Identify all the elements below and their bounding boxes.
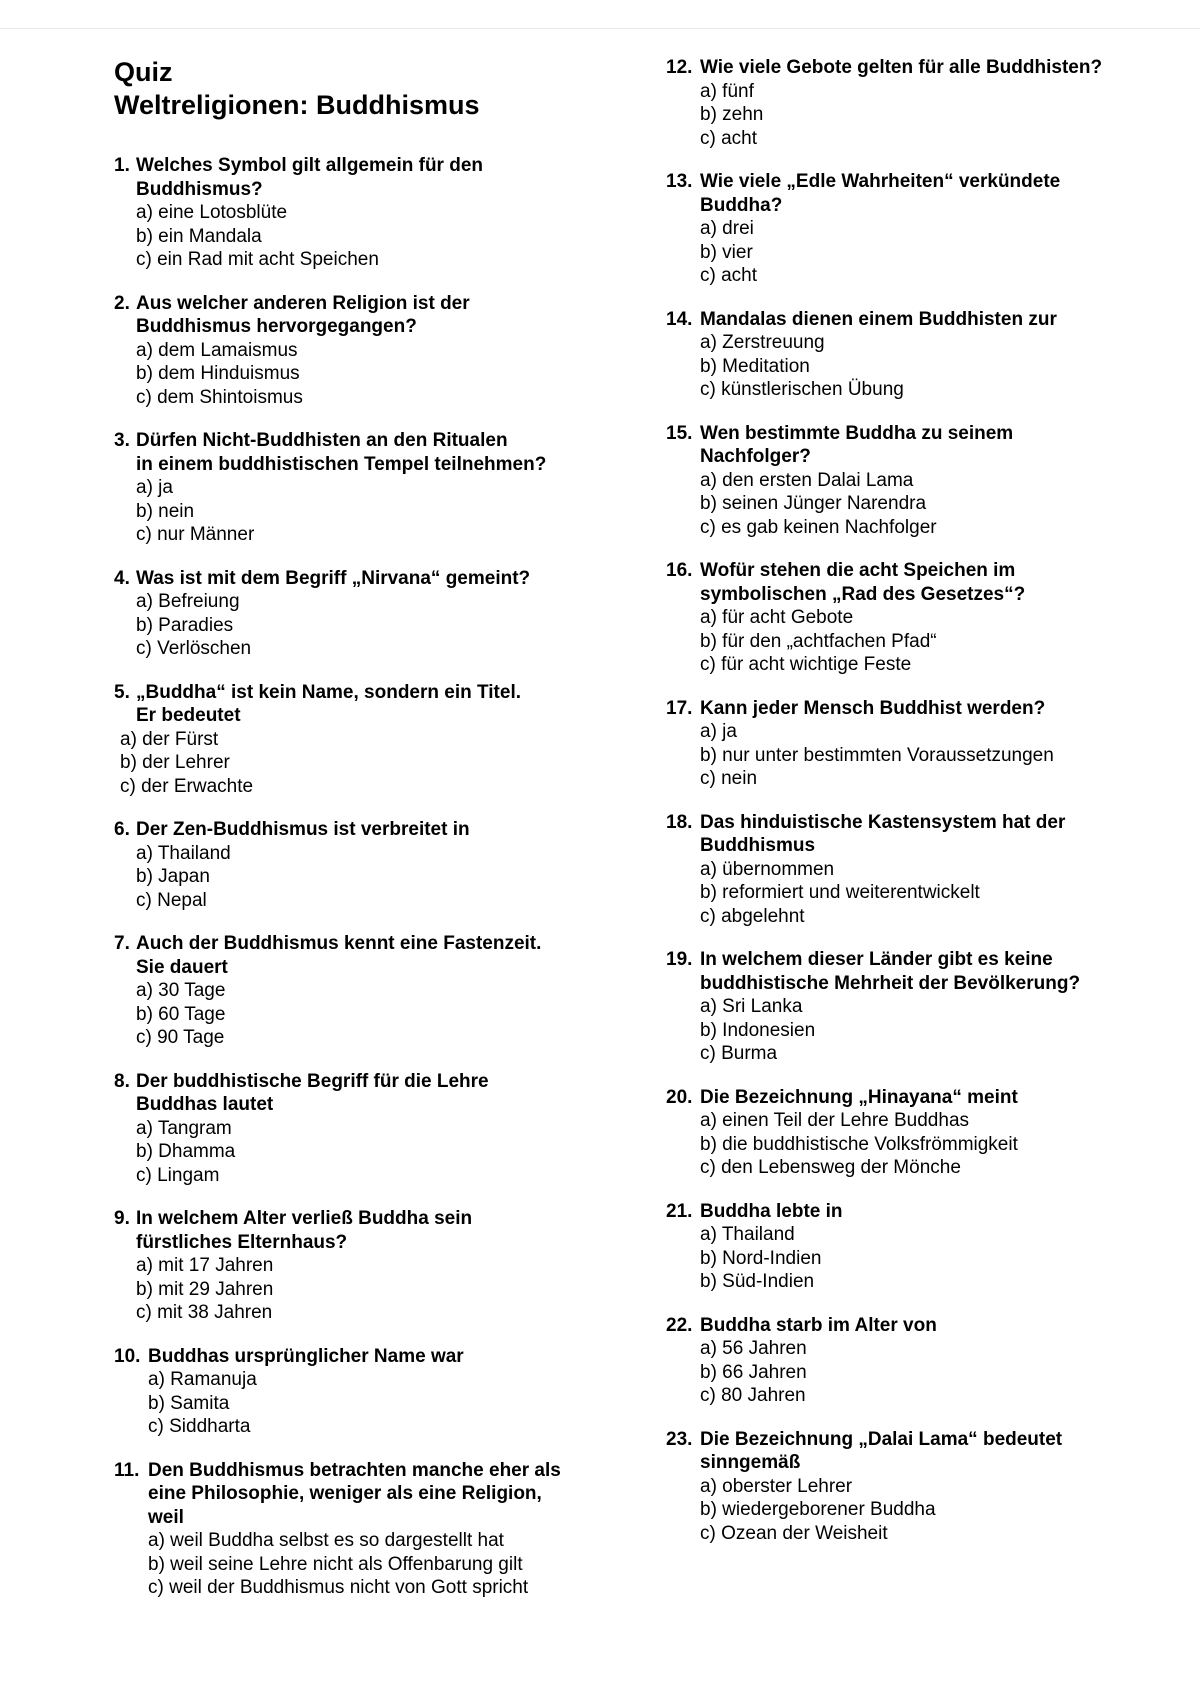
question-number: 9. <box>114 1208 130 1229</box>
question-4 <box>114 567 614 661</box>
answer-option-b: b) Dhamma <box>136 1141 236 1162</box>
answer-option-b: b) dem Hinduismus <box>136 363 300 384</box>
answer-option-c: c) Lingam <box>136 1164 220 1186</box>
answer-option-c: c) für acht wichtige Feste <box>700 654 912 675</box>
answer-option-c: c) künstlerischen Übung <box>700 379 904 400</box>
question-text: Aus welcher anderen Religion ist der Buddhismus hervorgegangen? <box>136 292 470 337</box>
answer-option-b: b) weil seine Lehre nicht als Offenbarung gilt <box>148 1553 523 1575</box>
question-number: 6. <box>114 819 130 840</box>
answer-option-b: b) nein <box>136 500 195 522</box>
answer-list <box>114 728 614 799</box>
question-text: Wie viele „Edle Wahrheiten“ verkündete Buddha? <box>700 171 1061 216</box>
answer-option-a: a) drei <box>700 218 754 239</box>
answer-option-a: a) ja <box>136 477 173 498</box>
question-text: Die Bezeichnung „Dalai Lama“ bedeutet sinngemäß <box>700 1428 1063 1473</box>
answer-option-a: a) weil Buddha selbst es so dargestellt hat <box>148 1530 504 1551</box>
question-text: Kann jeder Mensch Buddhist werden? <box>700 697 1046 719</box>
answer-list <box>114 1254 614 1325</box>
question-column-left <box>114 154 614 1620</box>
question-text: Wofür stehen die acht Speichen im symbolischen „Rad des Gesetzes“? <box>700 560 1026 605</box>
question-number: 2. <box>114 292 130 314</box>
answer-list <box>666 1475 1166 1546</box>
question-2 <box>114 292 614 410</box>
question-text: Auch der Buddhismus kennt eine Fastenzeit. Sie dauert <box>136 933 542 978</box>
question-number: 18. <box>666 811 693 833</box>
question-text: Buddha lebte in <box>700 1200 843 1222</box>
question-13 <box>666 170 1166 288</box>
question-8 <box>114 1070 614 1188</box>
answer-option-c: c) mit 38 Jahren <box>136 1302 273 1323</box>
answer-option-b: b) Nord-Indien <box>700 1247 822 1269</box>
answer-list <box>666 80 1166 151</box>
answer-option-b: b) vier <box>700 241 753 263</box>
answer-option-b: b) wiedergeborener Buddha <box>700 1499 936 1520</box>
question-3 <box>114 429 614 547</box>
answer-option-c: c) abgelehnt <box>700 905 805 927</box>
answer-option-a: a) 30 Tage <box>136 980 226 1001</box>
question-column-right <box>666 56 1166 1565</box>
question-1 <box>114 154 614 272</box>
answer-option-a: a) ja <box>700 721 737 742</box>
question-23 <box>666 1428 1166 1546</box>
question-text: Der Zen-Buddhismus ist verbreitet in <box>136 819 470 840</box>
question-12 <box>666 56 1166 150</box>
question-22 <box>666 1314 1166 1408</box>
question-text: Wie viele Gebote gelten für alle Buddhisten? <box>700 57 1103 78</box>
answer-option-b: b) Paradies <box>136 614 234 636</box>
answer-option-a: a) Sri Lanka <box>700 996 803 1017</box>
answer-option-c: b) Süd-Indien <box>700 1271 815 1292</box>
answer-option-a: a) Thailand <box>700 1224 795 1245</box>
answer-option-a: a) Zerstreuung <box>700 332 825 353</box>
answer-option-c: c) weil der Buddhismus nicht von Gott spricht <box>148 1577 529 1598</box>
question-text: Welches Symbol gilt allgemein für den Buddhismus? <box>136 155 484 200</box>
question-text: Wen bestimmte Buddha zu seinem Nachfolger? <box>700 422 1014 467</box>
question-number: 16. <box>666 560 693 581</box>
answer-option-a: a) den ersten Dalai Lama <box>700 469 914 491</box>
question-text: Buddhas ursprünglicher Name war <box>148 1345 464 1367</box>
question-5 <box>114 681 614 799</box>
question-10 <box>114 1345 614 1439</box>
answer-option-a: a) dem Lamaismus <box>136 339 298 361</box>
answer-list <box>666 606 1166 677</box>
answer-option-a: a) oberster Lehrer <box>700 1475 853 1497</box>
question-number: 4. <box>114 567 130 589</box>
top-divider <box>0 28 1200 29</box>
question-number: 1. <box>114 155 130 176</box>
question-text: Das hinduistische Kastensystem hat der Buddhismus <box>700 811 1066 856</box>
answer-option-b: b) für den „achtfachen Pfad“ <box>700 630 937 652</box>
question-number: 7. <box>114 933 130 954</box>
answer-option-a: a) einen Teil der Lehre Buddhas <box>700 1110 970 1131</box>
question-number: 21. <box>666 1200 693 1222</box>
answer-list <box>114 201 614 272</box>
answer-option-a: a) für acht Gebote <box>700 607 854 628</box>
question-number: 15. <box>666 422 693 444</box>
question-14 <box>666 308 1166 402</box>
question-number: 22. <box>666 1314 693 1336</box>
answer-list <box>114 1529 614 1600</box>
answer-option-b: b) nur unter bestimmten Voraussetzungen <box>700 744 1054 766</box>
question-number: 3. <box>114 430 130 451</box>
answer-option-c: c) 80 Jahren <box>700 1385 806 1406</box>
answer-option-a: a) Befreiung <box>136 591 240 612</box>
question-number: 17. <box>666 697 693 719</box>
answer-list <box>666 1337 1166 1408</box>
answer-option-c: c) Burma <box>700 1043 778 1064</box>
answer-option-b: b) Meditation <box>700 355 810 377</box>
question-6 <box>114 818 614 912</box>
answer-option-c: c) den Lebensweg der Mönche <box>700 1157 961 1178</box>
question-number: 23. <box>666 1428 693 1450</box>
answer-option-b: b) Samita <box>148 1392 230 1414</box>
answer-option-a: a) übernommen <box>700 858 835 880</box>
answer-option-a: a) 56 Jahren <box>700 1338 807 1359</box>
question-21 <box>666 1200 1166 1294</box>
answer-option-b: b) 66 Jahren <box>700 1361 807 1383</box>
question-18 <box>666 811 1166 929</box>
page-title <box>114 56 480 122</box>
question-text: In welchem Alter verließ Buddha sein fürstliches Elternhaus? <box>136 1208 473 1253</box>
question-text: Dürfen Nicht-Buddhisten an den Ritualen in einem buddhistischen Tempel teilnehmen? <box>136 430 547 475</box>
answer-option-c: c) nein <box>700 768 758 789</box>
answer-list <box>666 858 1166 929</box>
answer-option-b: b) ein Mandala <box>136 225 262 247</box>
title-line-topic: Weltreligionen: Buddhismus <box>114 90 480 120</box>
question-number: 12. <box>666 57 693 78</box>
answer-list <box>666 720 1166 791</box>
answer-option-b: b) der Lehrer <box>120 752 230 773</box>
answer-list <box>114 1368 614 1439</box>
answer-list <box>114 590 614 661</box>
answer-option-a: a) Thailand <box>136 842 231 864</box>
answer-option-a: a) eine Lotosblüte <box>136 202 288 223</box>
answer-list <box>114 476 614 547</box>
answer-list <box>666 995 1166 1066</box>
question-19 <box>666 948 1166 1066</box>
question-text: In welchem dieser Länder gibt es keine buddhistische Mehrheit der Bevölkerung? <box>700 949 1081 994</box>
answer-option-c: c) acht <box>700 127 758 149</box>
question-text: Mandalas dienen einem Buddhisten zur <box>700 308 1057 330</box>
question-11 <box>114 1459 614 1600</box>
answer-option-b: b) Japan <box>136 866 210 887</box>
answer-option-a: a) fünf <box>700 80 754 102</box>
answer-option-c: c) Siddharta <box>148 1416 251 1437</box>
answer-option-c: c) der Erwachte <box>120 775 254 797</box>
answer-option-b: b) mit 29 Jahren <box>136 1278 274 1300</box>
answer-option-c: c) Nepal <box>136 889 207 911</box>
answer-list <box>114 1117 614 1188</box>
answer-option-b: b) reformiert und weiterentwickelt <box>700 882 980 903</box>
question-number: 5. <box>114 681 130 703</box>
answer-option-c: c) nur Männer <box>136 524 255 545</box>
answer-option-c: c) 90 Tage <box>136 1027 225 1048</box>
answer-option-c: c) dem Shintoismus <box>136 386 303 408</box>
answer-option-c: c) Verlöschen <box>136 638 252 659</box>
question-text: Die Bezeichnung „Hinayana“ meint <box>700 1086 1018 1108</box>
answer-list <box>114 339 614 410</box>
answer-option-b: b) 60 Tage <box>136 1003 226 1025</box>
answer-list <box>666 217 1166 288</box>
answer-option-a: a) mit 17 Jahren <box>136 1255 274 1276</box>
question-text: „Buddha“ ist kein Name, sondern ein Titel. Er bedeutet <box>136 681 522 726</box>
question-number: 13. <box>666 171 693 192</box>
answer-option-b: b) seinen Jünger Narendra <box>700 493 927 514</box>
answer-option-c: c) Ozean der Weisheit <box>700 1522 888 1544</box>
question-number: 8. <box>114 1070 130 1092</box>
answer-list <box>666 331 1166 402</box>
question-16 <box>666 559 1166 677</box>
answer-option-b: b) Indonesien <box>700 1019 816 1041</box>
answer-list <box>666 1109 1166 1180</box>
title-line-quiz: Quiz <box>114 57 173 87</box>
question-20 <box>666 1086 1166 1180</box>
answer-option-b: b) die buddhistische Volksfrömmigkeit <box>700 1133 1018 1155</box>
answer-option-a: a) der Fürst <box>120 728 219 750</box>
question-text: Der buddhistische Begriff für die Lehre Buddhas lautet <box>136 1070 489 1115</box>
question-text: Buddha starb im Alter von <box>700 1314 937 1336</box>
answer-option-c: c) es gab keinen Nachfolger <box>700 516 937 538</box>
answer-list <box>114 842 614 913</box>
question-number: 20. <box>666 1086 693 1108</box>
question-text: Was ist mit dem Begriff „Nirvana“ gemeint? <box>136 567 531 589</box>
question-number: 11. <box>114 1459 140 1481</box>
answer-list <box>666 1223 1166 1294</box>
answer-list <box>666 469 1166 540</box>
answer-option-a: a) Tangram <box>136 1117 232 1139</box>
answer-option-c: c) ein Rad mit acht Speichen <box>136 249 379 270</box>
answer-option-a: a) Ramanuja <box>148 1369 257 1390</box>
question-9 <box>114 1207 614 1325</box>
answer-option-b: b) zehn <box>700 104 764 125</box>
answer-option-c: c) acht <box>700 265 758 286</box>
question-number: 19. <box>666 949 693 970</box>
question-15 <box>666 422 1166 540</box>
answer-list <box>114 979 614 1050</box>
question-number: 10. <box>114 1345 141 1367</box>
question-17 <box>666 697 1166 791</box>
question-number: 14. <box>666 308 693 330</box>
question-7 <box>114 932 614 1050</box>
question-text: Den Buddhismus betrachten manche eher als eine Philosophie, weniger als eine Religion, weil <box>148 1459 561 1528</box>
